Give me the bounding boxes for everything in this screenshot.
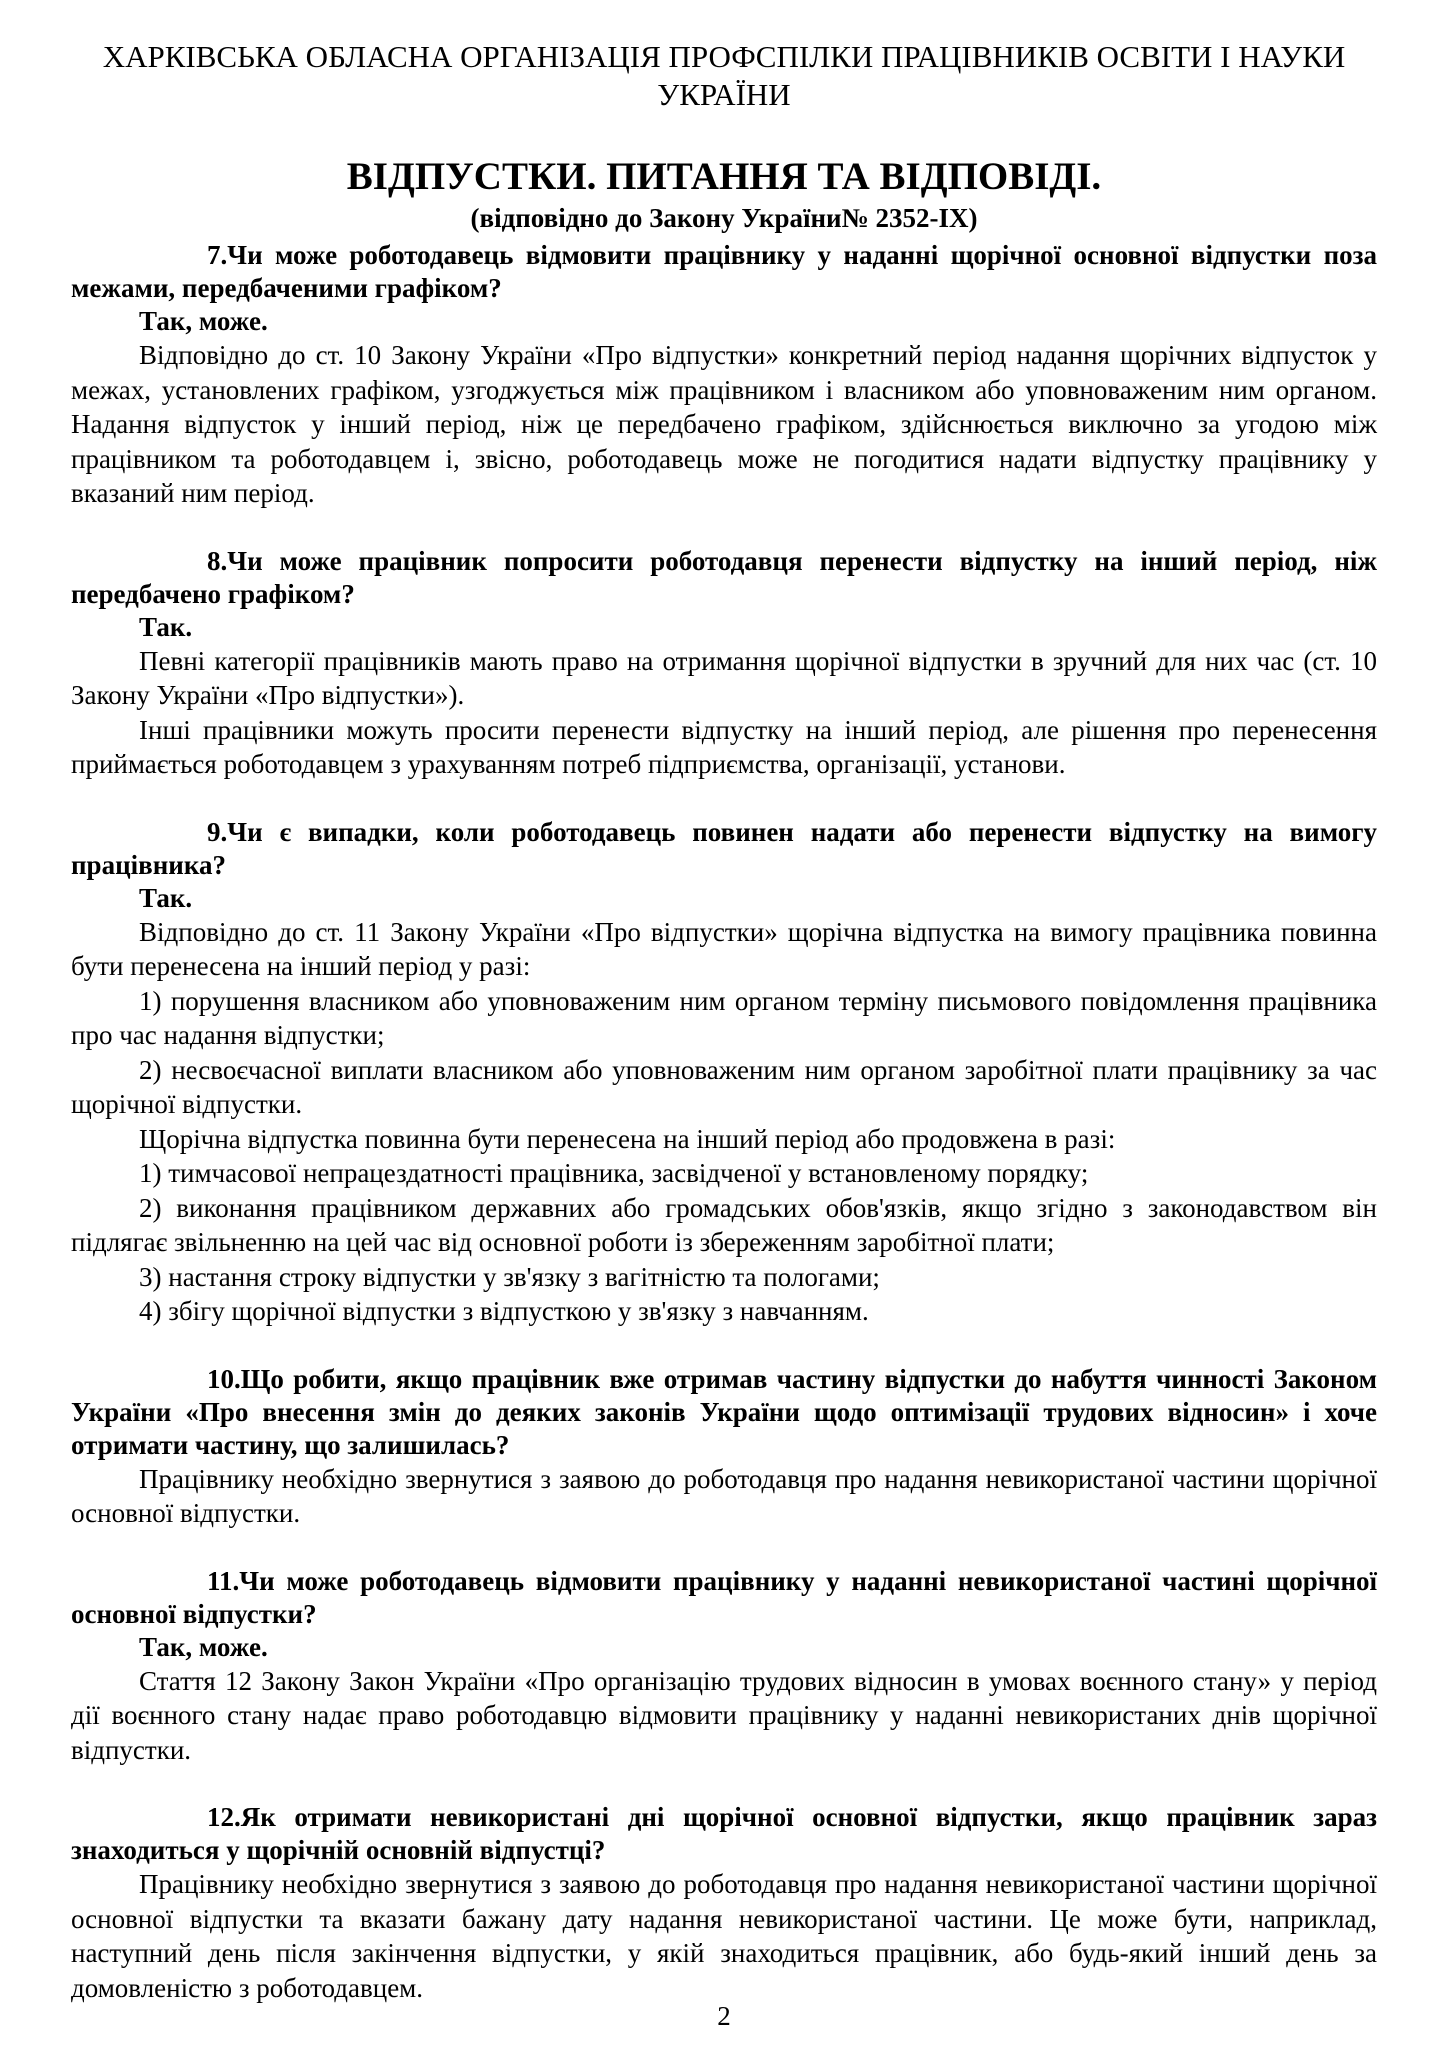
answer-paragraph: Працівнику необхідно звернутися з заявою до роботодавця про надання невикористаної частини щорічної основної відпустки. bbox=[71, 1463, 1377, 1528]
answer-paragraph: Певні категорії працівників мають право на отримання щорічної відпустки в зручний для них час (ст. 10 Закону України «Про відпустки»). bbox=[71, 645, 1377, 710]
answer-list-item: 4) збігу щорічної відпустки з відпусткою у зв'язку з навчанням. bbox=[139, 1296, 869, 1326]
qa-item-8 bbox=[71, 545, 1377, 782]
question bbox=[71, 816, 1377, 882]
answer-paragraph: Працівнику необхідно звернутися з заявою до роботодавця про надання невикористаної частини щорічної основної відпустки та вказати бажану дату надання невикористаної частини. Це може бути, наприклад, наступний день після закінчення відпустки, у якій знаходиться працівник, або будь-який інший день за домовленістю з роботодавцем. bbox=[71, 1869, 1377, 2003]
question-number: 8. bbox=[207, 545, 228, 576]
answer-paragraph: Стаття 12 Закону Закон України «Про організацію трудових відносин в умовах воєнного стану» у період дії воєнного стану надає право роботодавцю відмовити працівнику у наданні невикористаних днів щорічної відпустки. bbox=[71, 1665, 1377, 1765]
answer-short: Так, може. bbox=[139, 306, 268, 336]
question-text: Чи може роботодавець відмовити працівнику у наданні щорічної основної відпустки поза межами, передбаченими графіком? bbox=[71, 240, 1377, 303]
question-number: 7. bbox=[207, 240, 228, 270]
question-text: Що робити, якщо працівник вже отримав частину відпустки до набуття чинності Законом України «Про внесення змін до деяких законів України щодо оптимізації трудових відносин» і хоче отримати частину, що залишилась? bbox=[71, 1363, 1377, 1460]
answer-list-item: 1) порушення власником або уповноваженим ним органом терміну письмового повідомлення працівника про час надання відпустки; bbox=[71, 985, 1377, 1050]
question bbox=[71, 1565, 1377, 1631]
answer-paragraph: Відповідно до ст. 11 Закону України «Про відпустки» щорічна відпустка на вимогу працівника повинна бути перенесена на інший період у разі: bbox=[71, 916, 1377, 981]
qa-item-10 bbox=[71, 1363, 1377, 1531]
question-number: 12. bbox=[207, 1802, 241, 1832]
answer-list-item: 3) настання строку відпустки у зв'язку з вагітністю та пологами; bbox=[139, 1261, 880, 1292]
answer-list-item: 1) тимчасової непрацездатності працівника, засвідченої у встановленому порядку; bbox=[139, 1158, 1089, 1188]
answer-short: Так. bbox=[139, 882, 193, 913]
question bbox=[71, 545, 1377, 611]
page-number: 2 bbox=[717, 2001, 731, 2031]
organization-header: ХАРКІВСЬКА ОБЛАСНА ОРГАНІЗАЦІЯ ПРОФСПІЛКИ ПРАЦІВНИКІВ ОСВІТИ І НАУКИ УКРАЇНИ bbox=[102, 39, 1346, 112]
question-number: 10. bbox=[207, 1363, 241, 1394]
question bbox=[71, 1801, 1377, 1867]
qa-item-12 bbox=[71, 1801, 1377, 2005]
page-subtitle: (відповідно до Закону України№ 2352-ІХ) bbox=[470, 203, 978, 233]
qa-item-9 bbox=[71, 816, 1377, 1329]
question bbox=[71, 1363, 1377, 1462]
question-text: Чи може працівник попросити роботодавця перенести відпустку на інший період, ніж передбачено графіком? bbox=[71, 545, 1377, 609]
answer-short: Так. bbox=[139, 611, 193, 642]
question-text: Як отримати невикористані дні щорічної основної відпустки, якщо працівник зараз знаходиться у щорічній основній відпустці? bbox=[71, 1802, 1377, 1865]
page-title: ВІДПУСТКИ. ПИТАННЯ ТА ВІДПОВІДІ. bbox=[346, 155, 1102, 198]
answer-list-item: 2) несвоєчасної виплати власником або уповноваженим ним органом заробітної плати працівнику за час щорічної відпустки. bbox=[71, 1054, 1377, 1119]
answer-paragraph: Щорічна відпустка повинна бути перенесена на інший період або продовжена в разі: bbox=[139, 1123, 1116, 1154]
question bbox=[71, 239, 1377, 305]
answer-paragraph: Відповідно до ст. 10 Закону України «Про відпустки» конкретний період надання щорічних відпусток у межах, установлених графіком, узгоджується між працівником і власником або уповноваженим ним органом. Надання відпусток у інший період, ніж це передбачено графіком, здійснюється виключно за угодою між працівником та роботодавцем і, звісно, роботодавець може не погодитися надати відпустку працівнику у вказаний ним період. bbox=[71, 340, 1377, 508]
qa-item-11 bbox=[71, 1565, 1377, 1768]
question-number: 9. bbox=[207, 816, 228, 847]
answer-paragraph: Інші працівники можуть просити перенести відпустку на інший період, але рішення про перенесення приймається роботодавцем з урахуванням потреб підприємства, організації, установи. bbox=[71, 714, 1377, 779]
question-number: 11. bbox=[207, 1565, 240, 1596]
qa-item-7 bbox=[71, 239, 1377, 511]
answer-list-item: 2) виконання працівником державних або громадських обов'язків, якщо згідно з законодавством він підлягає звільненню на цей час від основної роботи із збереженням заробітної плати; bbox=[71, 1192, 1377, 1257]
answer-short: Так, може. bbox=[139, 1631, 268, 1662]
question-text: Чи є випадки, коли роботодавець повинен надати або перенести відпустку на вимогу працівника? bbox=[71, 816, 1377, 880]
question-text: Чи може роботодавець відмовити працівнику у наданні невикористаної частині щорічної основної відпустки? bbox=[71, 1565, 1377, 1629]
